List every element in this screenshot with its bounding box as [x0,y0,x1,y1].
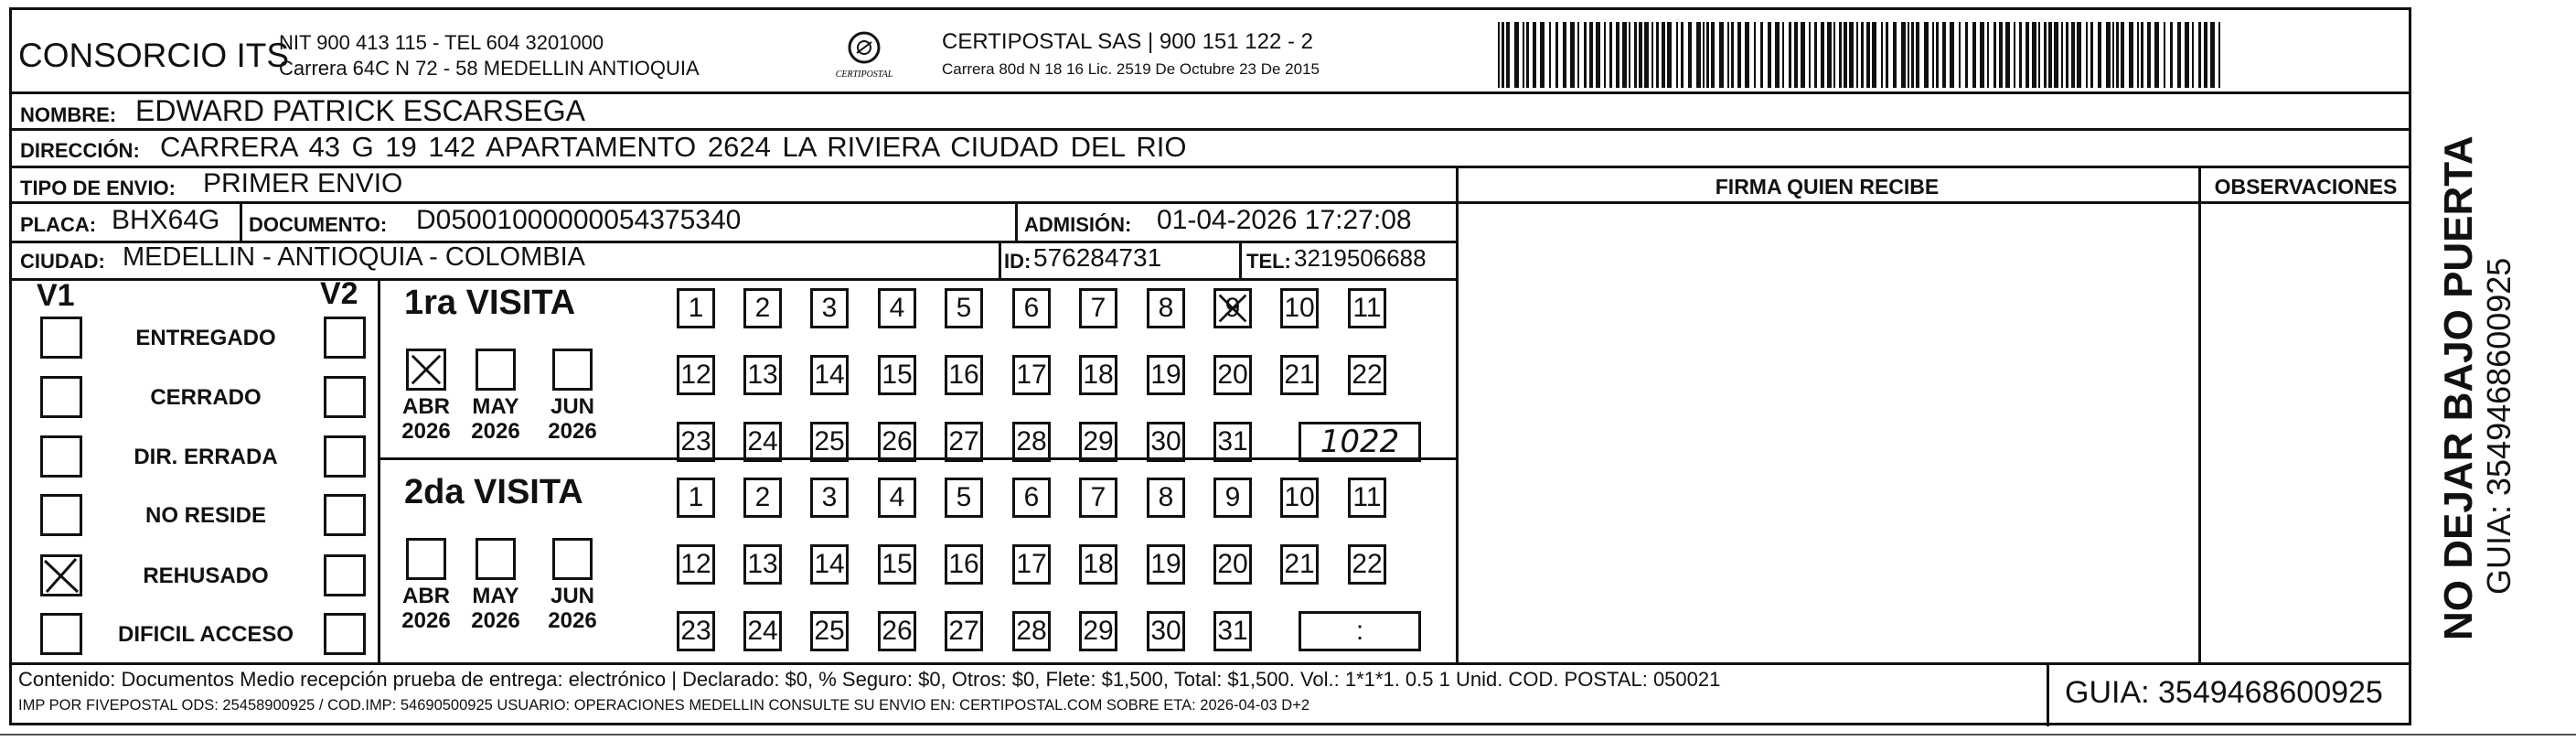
barcode-bar [1688,22,1692,88]
barcode-bar [1622,22,1627,88]
barcode-bar [1514,22,1519,88]
rule [1456,201,2411,204]
tipo-value: PRIMER ENVIO [203,168,403,199]
barcode-bar [1760,22,1763,88]
day-box[interactable]: 5 [945,478,983,518]
month-checkbox[interactable] [406,538,446,580]
month-label: JUN 2026 [548,584,597,633]
barcode-bar [2077,22,2081,88]
day-box[interactable]: 16 [945,355,983,395]
day-box[interactable]: 21 [1280,355,1319,395]
barcode-bar [1775,22,1780,88]
barcode-bar [1676,22,1678,88]
barcode-bar [1844,22,1847,88]
day-box[interactable]: 5 [945,288,983,328]
barcode-bar [1839,22,1842,88]
day-box[interactable]: 28 [1012,422,1051,462]
day-box[interactable]: 21 [1280,544,1319,585]
rule [1015,201,1018,242]
placa-label: PLACA: [20,213,97,236]
status-label: DIFICIL ACCESO [117,622,294,647]
barcode-bar [1745,22,1749,88]
barcode-bar [1711,22,1715,88]
barcode-bar [1634,22,1637,88]
day-box[interactable]: 17 [1012,544,1051,585]
month-checkbox[interactable] [476,538,516,580]
day-box[interactable]: 15 [878,355,916,395]
v1-header: V1 [37,278,75,313]
day-box[interactable]: 23 [677,422,715,462]
footer-guia: GUIA: 3549468600925 [2065,675,2383,710]
id-value: 576284731 [1033,243,1162,272]
day-box[interactable]: 2 [743,288,782,328]
day-box[interactable]: 4 [878,288,916,328]
barcode-bar [1789,22,1791,88]
barcode-bar [1533,22,1536,88]
barcode-bar [1696,22,1701,88]
month-label: ABR 2026 [401,394,451,444]
day-box[interactable]: 23 [677,611,715,651]
barcode-bar [1950,22,1954,88]
v1-checkbox[interactable] [40,317,82,359]
barcode-bar [1814,22,1817,88]
carrier-line-2: Carrera 80d N 18 16 Lic. 2519 De Octubre 23 De 2015 [942,60,1320,78]
barcode-bar [2071,22,2075,88]
barcode-bar [1604,22,1606,88]
barcode-bar [1849,22,1854,88]
barcode-bar [1924,22,1929,88]
status-label: REHUSADO [143,564,269,588]
v2-checkbox[interactable] [324,494,366,536]
barcode-bar [1754,22,1756,88]
barcode-bar [1644,22,1649,88]
status-label: ENTREGADO [135,326,276,350]
direccion-label: DIRECCIÓN: [20,139,140,162]
barcode-bar [1719,22,1724,88]
day-box[interactable]: 3 [810,478,849,518]
day-box[interactable]: 20 [1213,544,1252,585]
day-box[interactable]: 27 [945,611,983,651]
day-box[interactable]: 29 [1079,611,1117,651]
rule [1456,166,1459,664]
barcode-bar [2090,22,2093,88]
barcode-bar [2204,22,2207,88]
barcode-bar [1681,22,1683,88]
id-label: ID: [1004,250,1031,273]
v2-checkbox[interactable] [324,554,366,596]
month-label: ABR 2026 [401,584,451,633]
barcode-bar [1881,22,1883,88]
barcode-bar [1993,22,1996,88]
day-box[interactable]: 15 [878,544,916,585]
rule [2047,662,2049,726]
barcode-bar [1667,22,1672,88]
observaciones-header: OBSERVACIONES [2214,175,2398,199]
barcode-bar [2106,22,2111,88]
day-box[interactable]: 2 [743,478,782,518]
barcode-bar [2154,22,2159,88]
day-box[interactable]: 22 [1348,355,1386,395]
day-box[interactable]: 6 [1012,288,1051,328]
barcode-bar [2141,22,2143,88]
day-box[interactable]: 3 [810,288,849,328]
month-checkbox[interactable] [552,349,593,391]
tel-label: TEL: [1246,250,1291,273]
barcode-bar [1801,22,1805,88]
first-visit-time[interactable]: 1022 [1299,422,1421,462]
barcode-bar [1827,22,1832,88]
barcode-bar [1523,22,1524,88]
rule [378,278,380,664]
month-checkbox[interactable] [476,349,516,391]
ciudad-value: MEDELLIN - ANTIOQUIA - COLOMBIA [123,242,585,272]
day-box[interactable]: 12 [677,355,715,395]
barcode-bar [1498,22,1500,88]
barcode-bar [1893,22,1897,88]
barcode-bar [2086,22,2088,88]
day-box[interactable]: 8 [1147,478,1185,518]
day-box[interactable]: 31 [1213,611,1252,651]
day-box[interactable]: 12 [677,544,715,585]
nombre-label: NOMBRE: [20,103,117,126]
barcode-bar [1526,22,1529,88]
v1-checkbox[interactable] [40,494,82,536]
barcode-bar [1866,22,1870,88]
barcode-bar [1768,22,1771,88]
barcode-bar [1980,22,1984,88]
day-box[interactable]: 26 [878,611,916,651]
day-box[interactable]: 24 [743,422,782,462]
tel-value: 3219506688 [1294,244,1427,272]
barcode-bar [1861,22,1864,88]
day-box[interactable]: 22 [1348,544,1386,585]
barcode-bar [1662,22,1665,88]
barcode-bar [1965,22,1968,88]
barcode-bar [1563,22,1566,88]
day-box[interactable]: 28 [1012,611,1051,651]
barcode-bar [1570,22,1575,88]
day-box[interactable]: 20 [1213,355,1252,395]
barcode-bar [2129,22,2133,88]
v2-checkbox[interactable] [324,376,366,418]
ciudad-label: CIUDAD: [20,250,105,273]
barcode-bar [2038,22,2040,88]
barcode-bar [1809,22,1811,88]
documento-value: D05001000000054375340 [416,205,742,235]
barcode-bar [1916,22,1919,88]
documento-label: DOCUMENTO: [249,213,388,236]
day-box[interactable]: 19 [1147,544,1185,585]
barcode-bar [1987,22,1989,88]
barcode-bar [2061,22,2063,88]
firma-header: FIRMA QUIEN RECIBE [1715,175,1940,199]
barcode-bar [2210,22,2215,88]
day-box[interactable]: 10 [1280,478,1319,518]
rule [379,457,1458,460]
barcode-bar [2170,22,2173,88]
barcode-bar [2147,22,2151,88]
barcode-bar [2026,22,2029,88]
barcode-bar [1540,22,1545,88]
day-box[interactable]: 7 [1079,478,1117,518]
barcode-bar [1821,22,1824,88]
barcode-bar [1856,22,1858,88]
barcode-bar [1651,22,1653,88]
v1-checkbox[interactable] [40,554,82,596]
barcode-bar [1737,22,1741,88]
barcode-bar [1833,22,1835,88]
barcode-bar [1959,22,1961,88]
day-box[interactable]: 10 [1280,288,1319,328]
status-label: NO RESIDE [144,503,267,528]
direccion-value: CARRERA 43 G 19 142 APARTAMENTO 2624 LA RIVIERA CIUDAD DEL RIO [160,131,1187,163]
barcode-bar [1656,22,1659,88]
day-box[interactable]: 4 [878,478,916,518]
status-label: CERRADO [150,385,262,410]
day-box[interactable]: 18 [1079,544,1117,585]
second-visit-title: 2da VISITA [404,473,583,511]
day-box[interactable]: 16 [945,544,983,585]
day-box[interactable]: 9 [1213,288,1252,328]
day-box[interactable]: 13 [743,355,782,395]
day-box[interactable]: 11 [1348,288,1386,328]
tipo-label: TIPO DE ENVIO: [20,177,176,199]
day-box[interactable]: 25 [810,611,849,651]
rule [2198,166,2201,664]
second-visit-time[interactable]: : [1299,611,1421,651]
barcode-bar [2121,22,2124,88]
day-box[interactable]: 27 [945,422,983,462]
day-box[interactable]: 17 [1012,355,1051,395]
month-checkbox[interactable] [406,349,446,391]
side-guia: GUIA: 3549468600925 [2480,257,2517,595]
barcode-bar [1999,22,2003,88]
barcode-bar [1942,22,1946,88]
carrier-line-1: CERTIPOSTAL SAS | 900 151 122 - 2 [942,29,1313,54]
barcode-bar [2185,22,2189,88]
rule [999,241,1001,279]
barcode-bar [2044,22,2047,88]
barcode-bar [2066,22,2068,88]
status-label: DIR. ERRADA [134,445,278,469]
barcode-bar [1727,22,1729,88]
barcode-bar [1555,22,1558,88]
barcode-bar [2218,22,2220,88]
day-box[interactable]: 25 [810,422,849,462]
barcode-bar [1506,22,1510,88]
day-box[interactable]: 14 [810,544,849,585]
day-box[interactable]: 6 [1012,478,1051,518]
barcode-bar [1502,22,1504,88]
barcode-bar [1932,22,1934,88]
v2-checkbox[interactable] [324,613,366,655]
barcode-bar [2192,22,2194,88]
admision-value: 01-04-2026 17:27:08 [1157,205,1412,235]
barcode-bar [1596,22,1600,88]
placa-value: BHX64G [112,205,220,235]
barcode-bar [2116,22,2119,88]
first-visit-title: 1ra VISITA [404,284,576,322]
barcode-bar [2164,22,2165,88]
v1-checkbox[interactable] [40,435,82,478]
day-box[interactable]: 11 [1348,478,1386,518]
barcode-bar [1703,22,1705,88]
barcode-bar [2019,22,2022,88]
barcode-bar [1782,22,1784,88]
day-box[interactable]: 7 [1079,288,1117,328]
barcode-bar [1629,22,1630,88]
barcode-bar [1936,22,1939,88]
v1-checkbox[interactable] [40,376,82,418]
barcode-bar [1589,22,1593,88]
svg-text:CERTIPOSTAL: CERTIPOSTAL [835,70,893,80]
barcode-bar [1639,22,1642,88]
rule [1239,241,1242,279]
footer-line-2: IMP POR FIVEPOSTAL ODS: 25458900925 / COD.IMP: 54690500925 USUARIO: OPERACIONES MEDELLIN CONSULTE SU ENVIO EN: CERTIPOSTAL.COM SOBRE ETA: 2026-04-03 D+2 [18,697,1310,714]
barcode-bar [2014,22,2015,88]
rule [240,201,242,242]
barcode-bar [2005,22,2010,88]
barcode-bar [2054,22,2058,88]
day-box[interactable]: 30 [1147,422,1185,462]
footer-line-1: Contenido: Documentos Medio recepción prueba de entrega: electrónico | Declarado: $0, % Seguro: $0, Otros: $0, Flete: $1,500, Total: $1,500. Vol.: 1*1*1. 0.5 1 Unid. COD. POSTAL: 050021 [18,668,1721,691]
barcode-bar [1731,22,1734,88]
day-box[interactable]: 14 [810,355,849,395]
month-label: JUN 2026 [548,394,597,444]
day-box[interactable]: 29 [1079,422,1117,462]
admision-label: ADMISIÓN: [1024,213,1132,236]
day-box[interactable]: 26 [878,422,916,462]
rule [9,662,2411,665]
barcode-bar [2198,22,2201,88]
barcode-bar [2032,22,2036,88]
day-box[interactable]: 31 [1213,422,1252,462]
barcode-bar [1794,22,1798,88]
bottom-scan-line [0,734,2576,736]
company-line-2: Carrera 64C N 72 - 58 MEDELLIN ANTIOQUIA [279,57,700,80]
barcode-bar [2098,22,2101,88]
barcode-bar [1972,22,1976,88]
day-box[interactable]: 8 [1147,288,1185,328]
barcode-bar [1577,22,1579,88]
certipostal-logo [814,29,914,81]
barcode-bar [1616,22,1619,88]
day-box[interactable]: 13 [743,544,782,585]
v2-checkbox[interactable] [324,435,366,478]
barcode-bar [1609,22,1612,88]
barcode-bar [1549,22,1551,88]
nombre-value: EDWARD PATRICK ESCARSEGA [135,94,585,127]
day-box[interactable]: 1 [677,478,715,518]
month-label: MAY 2026 [471,394,520,444]
v1-checkbox[interactable] [40,613,82,655]
company-name: CONSORCIO ITS [18,37,290,74]
company-line-1: NIT 900 413 115 - TEL 604 3201000 [279,31,604,54]
barcode-bar [2137,22,2139,88]
v2-checkbox[interactable] [324,317,366,359]
month-checkbox[interactable] [552,538,593,580]
day-box[interactable]: 9 [1213,478,1252,518]
v2-header: V2 [320,276,358,311]
barcode-bar [2177,22,2181,88]
month-label: MAY 2026 [471,584,520,633]
day-box[interactable]: 18 [1079,355,1117,395]
barcode-bar [2112,22,2114,88]
barcode-bar [1908,22,1909,88]
side-warning: NO DEJAR BAJO PUERTA [2436,135,2481,640]
day-box[interactable]: 30 [1147,611,1185,651]
barcode [1498,22,2226,88]
barcode-bar [1911,22,1914,88]
day-box[interactable]: 1 [677,288,715,328]
barcode-bar [1886,22,1888,88]
barcode-bar [1872,22,1876,88]
barcode-bar [2048,22,2052,88]
barcode-bar [1706,22,1709,88]
barcode-bar [1901,22,1906,88]
barcode-bar [1584,22,1587,88]
day-box[interactable]: 24 [743,611,782,651]
day-box[interactable]: 19 [1147,355,1185,395]
